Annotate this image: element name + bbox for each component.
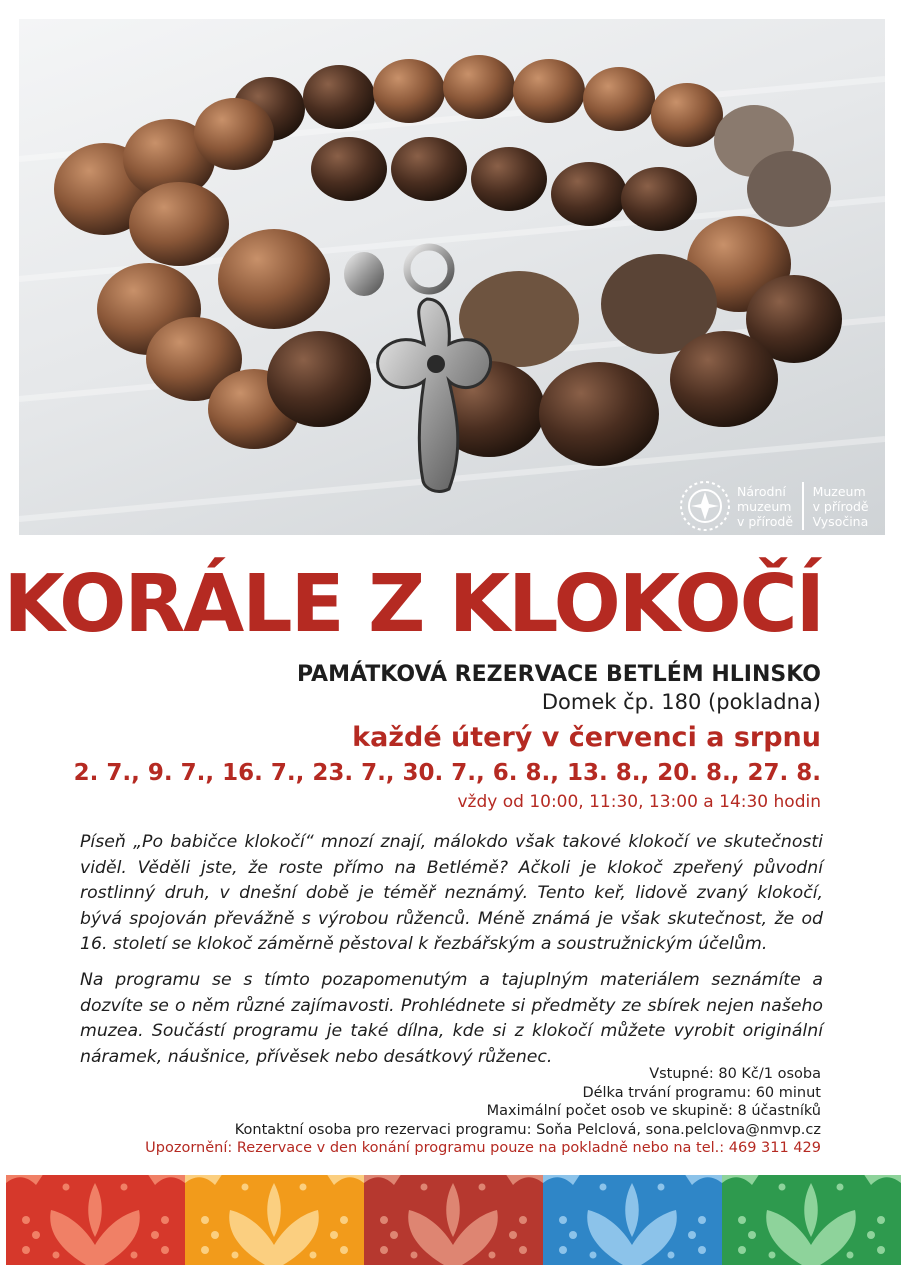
program-duration: Délka trvání programu: 60 minut	[582, 1084, 821, 1101]
folk-flower-icon	[364, 1175, 543, 1265]
hero-photo	[19, 19, 885, 535]
museum-logo	[679, 479, 869, 533]
practical-info	[145, 1065, 821, 1158]
schedule-heading: každé úterý v červenci a srpnu	[352, 722, 821, 753]
group-size: Maximální počet osob ve skupině: 8 účastníků	[486, 1103, 821, 1119]
folk-flower-icon	[722, 1175, 901, 1265]
description-paragraph-2: Na programu se s tímto pozapomenutým a tajuplným materiálem seznámíte a dozvíte se o něm různé zajímavosti. Prohlédnete si předměty ze sbírek nejen našeho muzea. Součástí programu je také dílna, kde si z klokočí můžete vyrobit originální náramek, náušnice, přívěsek nebo desátkový růženec.	[80, 970, 823, 1067]
venue-name: PAMÁTKOVÁ REZERVACE BETLÉM HLINSKO	[296, 662, 821, 687]
folk-flower-icon	[6, 1175, 185, 1265]
pattern-tile-blue	[543, 1175, 722, 1265]
reservation-warning: Upozornění: Rezervace v den konání programu pouze na pokladně nebo na tel.: 469 311 429	[145, 1140, 821, 1156]
pattern-tile-orange	[185, 1175, 364, 1265]
folk-flower-icon	[185, 1175, 364, 1265]
folk-pattern-band	[6, 1175, 901, 1265]
pattern-tile-red	[6, 1175, 185, 1265]
entry-fee: Vstupné: 80 Kč/1 osoba	[649, 1066, 821, 1082]
folk-rosette-icon	[679, 480, 731, 532]
back-row-beads	[233, 55, 831, 231]
logo-divider	[802, 482, 804, 530]
event-title: KORÁLE Z KLOKOČÍ	[3, 558, 823, 650]
contact-person: Kontaktní osoba pro rezervaci programu: Soňa Pelclová, sona.pelclova@nmvp.cz	[234, 1121, 821, 1138]
pattern-tile-darkred	[364, 1175, 543, 1265]
schedule-dates: 2. 7., 9. 7., 16. 7., 23. 7., 30. 7., 6. 8., 13. 8., 20. 8., 27. 8.	[73, 760, 821, 786]
pattern-tile-green	[722, 1175, 901, 1265]
logo-left-text: Národní muzeum v přírodě	[737, 483, 794, 529]
folk-flower-icon	[543, 1175, 722, 1265]
logo-right-text: Muzeum v přírodě Vysočina	[812, 483, 869, 529]
venue-house: Domek čp. 180 (pokladna)	[541, 690, 821, 714]
description-paragraph-1: Píseň „Po babičce klokočí“ mnozí znají, málokdo však takové klokočí ve skutečnosti viděl. Věděli jste, že roste přímo na Betlémě? Ačkoli je klokoč zpeřený původní rostlinný druh, v dnešní době je téměř neznámý. Tento keř, lidově zvaný klokočí, bývá spojován převážně s výrobou růženců. Méně známá je však skutečnost, že od 16. století se klokoč záměrně pěstoval k řezbářským a soustružnickým účelům.	[80, 832, 823, 954]
bracelet-image	[19, 19, 885, 535]
schedule-times: vždy od 10:00, 11:30, 13:00 a 14:30 hodin	[457, 792, 821, 812]
